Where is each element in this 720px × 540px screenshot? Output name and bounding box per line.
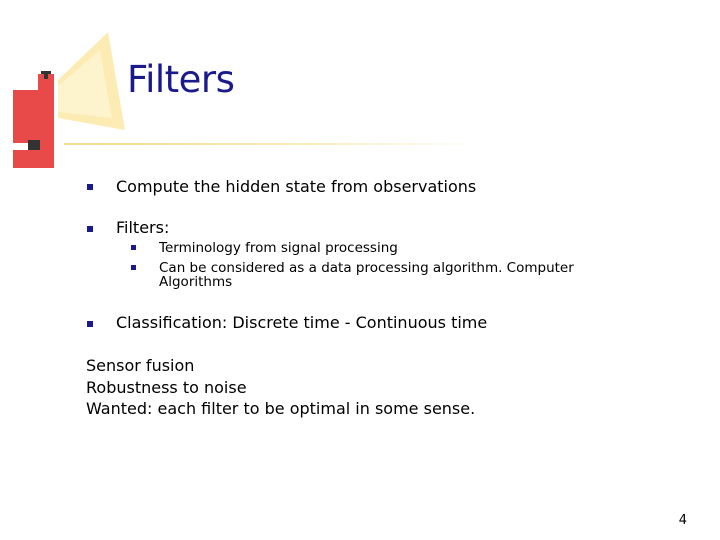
bullet-text: Filters: — [116, 218, 170, 237]
notes-block — [86, 355, 475, 420]
slide-title: Filters — [127, 58, 235, 101]
square-bullet-icon — [87, 321, 93, 327]
note-line: Sensor fusion — [86, 356, 195, 375]
sub-bullet-text: Terminology from signal processing — [159, 240, 398, 256]
square-bullet-icon — [87, 226, 93, 232]
bullet-text: Compute the hidden state from observations — [116, 177, 477, 196]
square-bullet-icon — [87, 184, 93, 190]
title-underline — [64, 143, 480, 145]
page-number: 4 — [678, 513, 687, 528]
note-line: Robustness to noise — [86, 377, 247, 397]
lighthouse-logo-icon — [0, 0, 130, 180]
note-line: Wanted: each filter to be optimal in some sense. — [86, 399, 476, 418]
square-bullet-icon — [131, 265, 136, 270]
square-bullet-icon — [131, 245, 136, 250]
sub-bullet-text: Can be considered as a data processing algorithm. Computer Algorithms — [159, 260, 574, 290]
bullet-text: Classification: Discrete time - Continuous time — [116, 313, 488, 332]
